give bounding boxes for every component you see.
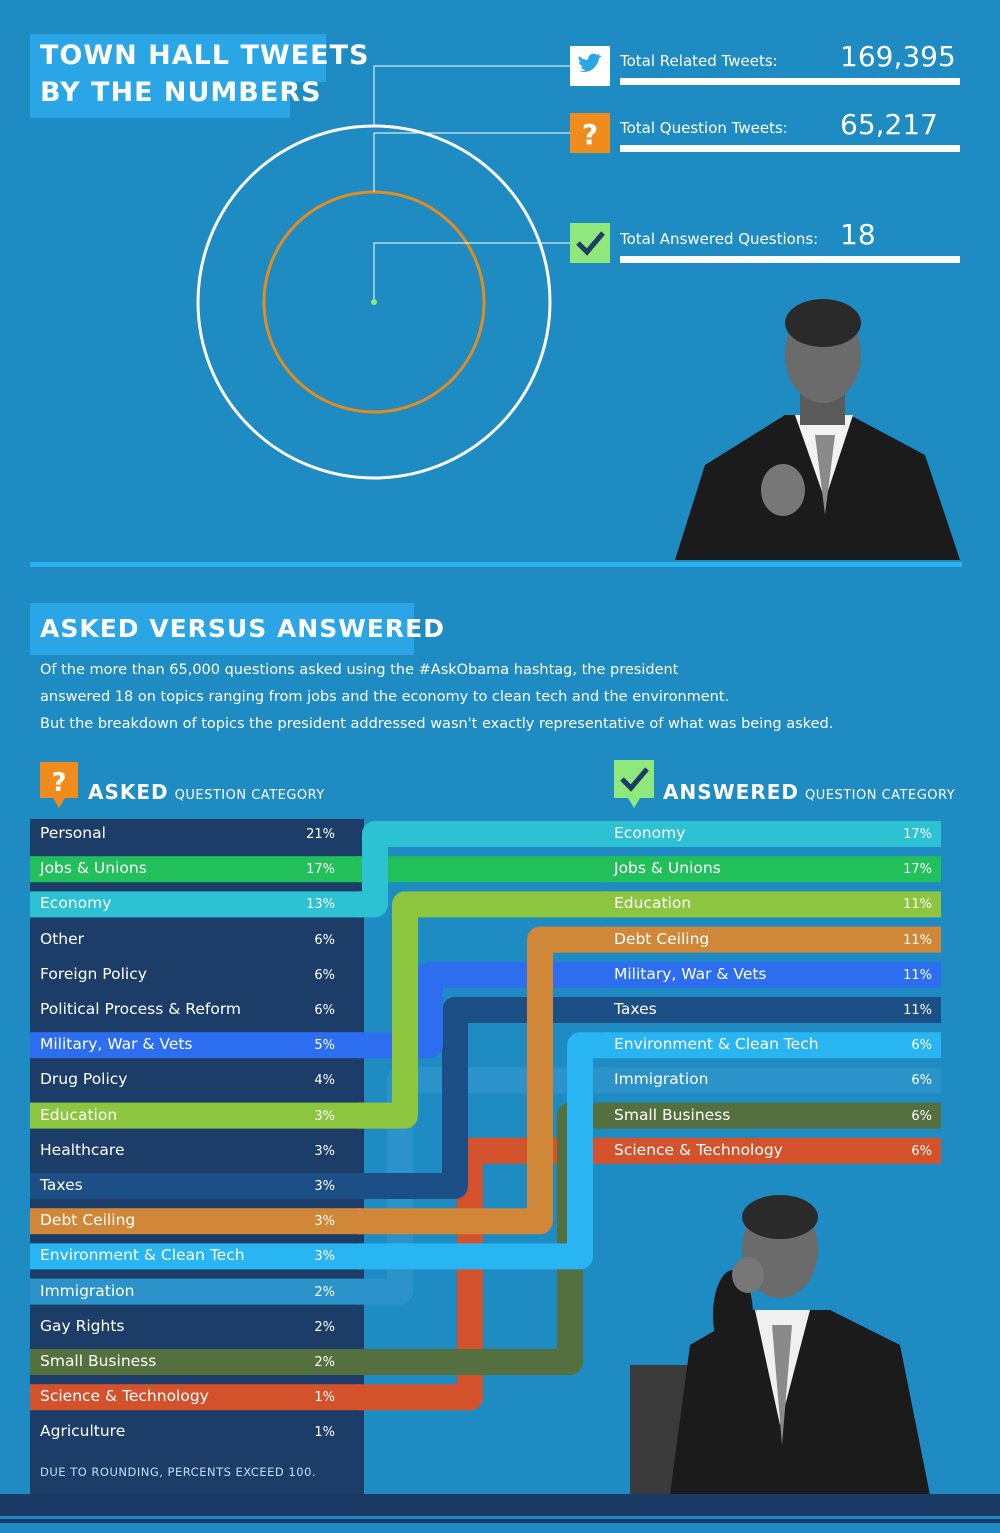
answered-header-title: ANSWERED: [663, 780, 800, 804]
asked-category-label: Other: [40, 929, 85, 948]
answered-category-label: Debt Ceiling: [614, 929, 710, 948]
asked-category-label: Agriculture: [40, 1422, 126, 1441]
footer-line: [0, 1519, 1000, 1523]
asked-category-percent: 13%: [306, 897, 335, 913]
asked-category-percent: 3%: [314, 1143, 335, 1159]
stat-label-related: Total Related Tweets:: [620, 52, 778, 70]
asked-header-title: ASKED: [88, 780, 169, 804]
answered-category-percent: 6%: [911, 1038, 932, 1054]
asked-category-percent: 21%: [306, 827, 335, 842]
asked-category-label: Debt Ceiling: [40, 1211, 136, 1230]
footer-band: [0, 1494, 1000, 1516]
answered-category-percent: 17%: [903, 862, 932, 878]
intro-line-3: But the breakdown of topics the president addressed wasn't exactly representative of what was being asked.: [40, 716, 834, 732]
answered-category-percent: 6%: [911, 1073, 932, 1089]
answered-category-percent: 11%: [903, 932, 932, 948]
asked-category-percent: 17%: [306, 862, 335, 878]
asked-category-label: Immigration: [40, 1281, 135, 1300]
photo-president-thinking: [630, 1195, 970, 1495]
answered-category-percent: 17%: [903, 827, 932, 842]
asked-category-percent: 4%: [314, 1073, 335, 1089]
asked-category-percent: 3%: [314, 1249, 335, 1265]
intro-line-2: answered 18 on topics ranging from jobs and the economy to clean tech and the environment.: [40, 689, 730, 705]
asked-category-percent: 2%: [314, 1355, 335, 1370]
page-title-line1: TOWN HALL TWEETS: [40, 40, 370, 71]
asked-category-label: Personal: [40, 824, 106, 842]
answered-category-percent: 6%: [911, 1108, 932, 1124]
asked-category-label: Economy: [40, 894, 112, 913]
answered-category-percent: 11%: [903, 1003, 932, 1018]
asked-category-label: Military, War & Vets: [40, 1035, 193, 1054]
asked-category-percent: 6%: [314, 932, 335, 948]
stat-value-related: 169,395: [840, 40, 956, 73]
answered-category-label: Science & Technology: [614, 1140, 783, 1159]
stat-label-questions: Total Question Tweets:: [620, 119, 788, 137]
stat-value-questions: 65,217: [840, 108, 938, 141]
asked-category-label: Drug Policy: [40, 1070, 128, 1089]
rounding-note: DUE TO ROUNDING, PERCENTS EXCEED 100.: [40, 1465, 317, 1479]
svg-text:?: ?: [51, 768, 67, 798]
answered-category-label: Education: [614, 894, 692, 913]
asked-category-label: Jobs & Unions: [40, 859, 147, 878]
asked-category-percent: 2%: [314, 1284, 335, 1300]
asked-category-percent: 1%: [314, 1425, 335, 1441]
asked-category-label: Foreign Policy: [40, 964, 147, 983]
asked-category-percent: 5%: [314, 1038, 335, 1054]
answered-header-sub: QUESTION CATEGORY: [805, 788, 956, 803]
section-title: ASKED VERSUS ANSWERED: [40, 614, 445, 643]
answered-category-label: Environment & Clean Tech: [614, 1035, 819, 1054]
answered-category-percent: 6%: [911, 1143, 932, 1159]
asked-category-label: Political Process & Reform: [40, 1000, 242, 1018]
answered-category-label: Small Business: [614, 1105, 731, 1124]
answered-category-label: Taxes: [614, 1000, 657, 1018]
asked-category-percent: 3%: [314, 1214, 335, 1230]
asked-category-label: Gay Rights: [40, 1316, 125, 1335]
asked-category-label: Environment & Clean Tech: [40, 1246, 245, 1265]
asked-category-percent: 2%: [314, 1319, 335, 1335]
asked-category-label: Healthcare: [40, 1140, 125, 1159]
page-title-line2: BY THE NUMBERS: [40, 77, 322, 108]
asked-category-label: Small Business: [40, 1352, 157, 1370]
answered-category-label: Jobs & Unions: [614, 859, 721, 878]
answered-category-percent: 11%: [903, 897, 932, 913]
answered-category-percent: 11%: [903, 967, 932, 983]
asked-category-percent: 3%: [314, 1108, 335, 1124]
asked-category-label: Education: [40, 1105, 118, 1124]
answered-category-label: Immigration: [614, 1070, 709, 1089]
asked-category-percent: 6%: [314, 967, 335, 983]
svg-text:?: ?: [581, 118, 599, 151]
answered-category-label: Economy: [614, 824, 686, 842]
stat-label-answered: Total Answered Questions:: [620, 230, 819, 248]
asked-category-percent: 6%: [314, 1003, 335, 1018]
asked-header-sub: QUESTION CATEGORY: [174, 788, 325, 803]
asked-category-label: Taxes: [40, 1176, 83, 1194]
stat-value-answered: 18: [840, 218, 876, 251]
asked-category-percent: 3%: [314, 1179, 335, 1194]
asked-category-percent: 1%: [314, 1390, 335, 1406]
answered-category-label: Military, War & Vets: [614, 964, 767, 983]
intro-line-1: Of the more than 65,000 questions asked using the #AskObama hashtag, the president: [40, 662, 679, 678]
asked-category-label: Science & Technology: [40, 1387, 209, 1406]
